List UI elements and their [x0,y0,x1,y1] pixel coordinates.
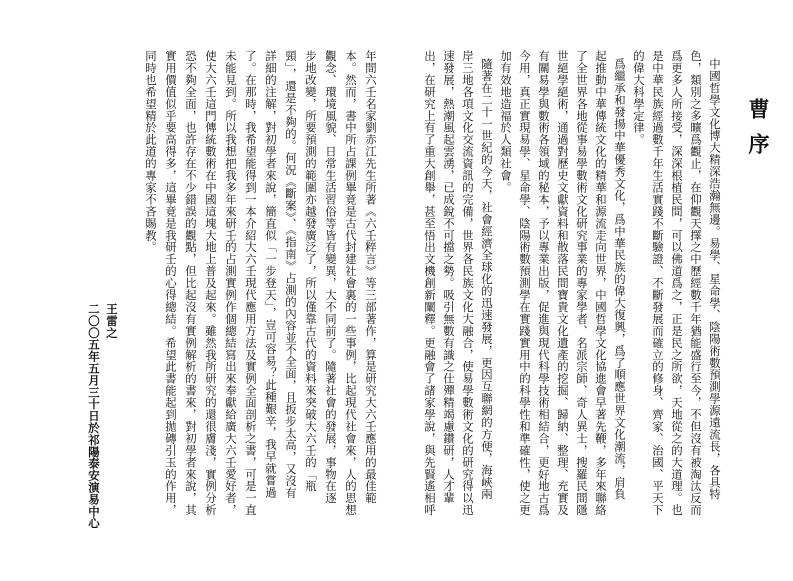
preface-date-place: 二〇〇五年五月三十日於祁陽泰安演易中心 [87,303,101,530]
text-column: 頸」，還是不夠的。何況《斷案》、《指南》占測的內容並不全面，且扳步太高，又沒有 [284,50,298,499]
text-column: 隨著在二十一世紀的今天，社會經濟全球化的迅速發展，更因互聯網的方便，海峽兩 [480,58,494,501]
text-column: 了。在那時，我希望能得到一本介紹大六壬現代應用方法及實例全面剖析之書，可是一直 [244,50,258,517]
text-column: 加有效地造福於人類社會。 [499,50,513,194]
text-column: 色，類別之多曠爲觀止，在仰觀天擇之中歷經數千年猶能盛行至今，不但沒有被淘汰反而 [689,50,703,517]
text-column: 爲繼承和發揚中華優秀文化，爲中華民族的偉大復興，爲了順應世界文化潮流，肩負 [613,58,627,501]
text-column: 詳細的注解，對初學者來說，簡直似「一步登天」，豈可容易？此種艱辛，我早就嘗過 [264,50,278,499]
text-column: 了全世界各地從事易學數術文化研究事業的專家學者、名派宗師、奇人異士，搜羅民間隱 [575,50,589,517]
text-column: 觀念、環境風貌、日常生活習俗等皆有變異，大不同前了。隨著社會的發展，事物在逐 [324,50,338,505]
text-column: 起推動中華傳統文化的精華和源流走向世界，中國哲學文化協進會早著先鞭，多年來聯絡 [594,50,608,517]
text-column: 速發展，熱潮風起雲湧，已成銳不可擋之勢。吸引無數有識之仕殫精竭慮鑽研，人才輩 [442,50,456,505]
right-page [397,0,793,581]
text-column: 出，在研究上有了重大創舉，甚至悟出文機創新闡釋。更融會了諸家學說，與先賢遙相呼 [423,50,437,517]
text-column: 恐不夠全面，也許存在不少錯誤的觀點，但比起沒有實例解析的書來，對初學者來說，其 [184,50,198,517]
text-column: 本。然而，書中所占課例畢竟是古代封建社會裏的一些事例，比起現代社會來，人的思想 [344,50,358,517]
text-column: 步地改變，所要預測的範圍亦越發廣泛了，所以僅靠古代的資料來突破大六壬的「瓶 [304,50,318,493]
text-column: 的偉大科學定律。 [632,50,646,146]
text-column: 中國哲學文化博大精深浩瀚無邊。易學、星命學、陰陽術數預測學源遠流長，各具特 [708,58,722,501]
text-column: 世絕學絕術，通過對歷史文獻資料和散落民間寶貴文化遺產的挖掘、歸納、整理、充實及 [556,50,570,517]
text-column: 爲更多人所接受，深深根植民間，可以佛道爲之，正是民之所欲，天地從之的大道理。也 [670,50,684,517]
text-column: 同時也希望精於此道的專家不吝賜教。 [144,50,158,254]
left-page [0,0,396,581]
preface-author: 王雷之 [105,303,119,339]
text-column: 年間六壬名家劉赤江先生所著《六壬粹言》等三部著作，算是研究大六壬應用的最佳範 [364,50,378,505]
page-title: 曹序 [746,98,771,168]
text-column: 是中華民族經過數千年生活實踐不斷驗證、不斷發展而確立的修身、齊家、治國、平天下 [651,50,665,517]
text-column: 岸三地各項文化交流資訊的完備，世界各民族文化大融合，使易學數術文化的研究得以迅 [461,50,475,517]
text-column: 使大六壬這門傳統數術在中國這塊大地上普及起來。雖然我所研究的還很膚淺，實例分析 [204,50,218,517]
text-column: 今用，真正實現易學、星命學、陰陽術數預測學在實踐實用中的科學性和準確性，使之更 [518,50,532,517]
text-column: 有關易學與數術各領域的秘本，予以專業出版，促進與現代科學技術相結合，更好地古爲 [537,50,551,517]
text-column: 實用價值似乎要高得多，這畢竟是我研壬的心得總結。希望此書能起到拋磚引玉的作用， [164,50,178,517]
text-column: 未能見到。所以我想把我多年來研壬的占測實例作個總結寫出來奉獻給廣大六壬愛好者， [224,50,238,517]
